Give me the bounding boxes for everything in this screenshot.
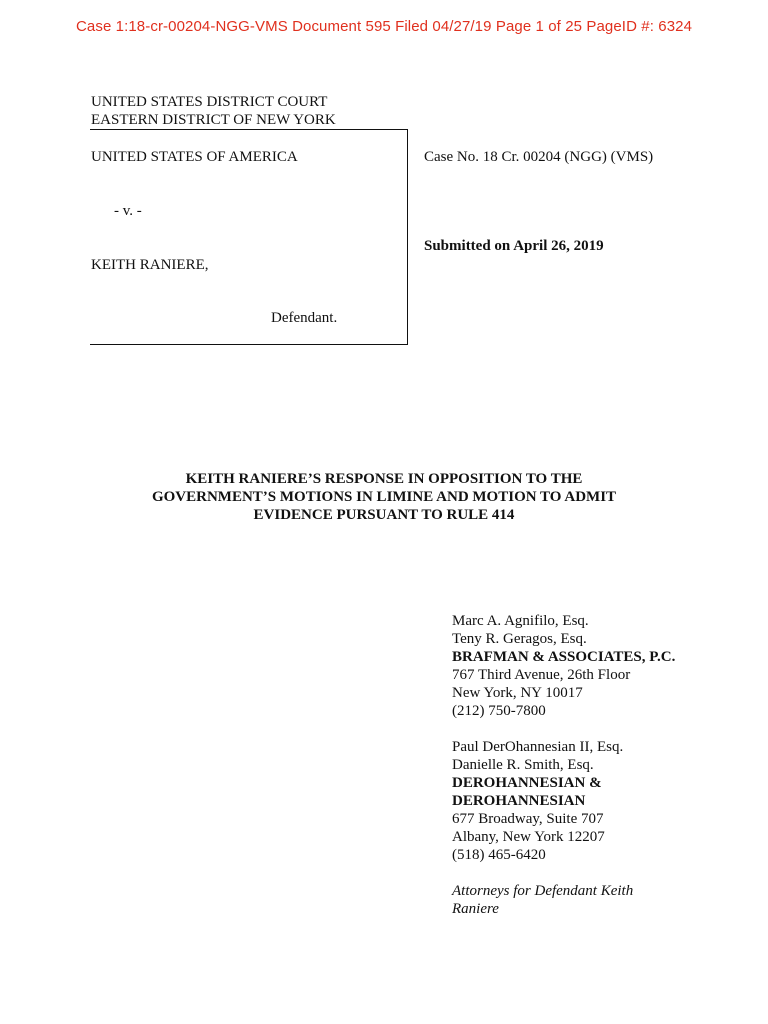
firm1-name: BRAFMAN & ASSOCIATES, P.C. xyxy=(452,649,676,665)
caption-versus: - v. - xyxy=(114,203,142,219)
ecf-header-stamp: Case 1:18-cr-00204-NGG-VMS Document 595 Filed 04/27/19 Page 1 of 25 PageID #: 6324 xyxy=(75,18,693,35)
firm2-address2: Albany, New York 12207 xyxy=(452,829,605,845)
document-title xyxy=(0,470,768,524)
counsel-block xyxy=(452,612,675,918)
firm2-phone: (518) 465-6420 xyxy=(452,847,546,863)
caption-defendant: KEITH RANIERE, xyxy=(91,257,209,273)
court-name-line1: UNITED STATES DISTRICT COURT xyxy=(91,94,328,110)
submitted-date: Submitted on April 26, 2019 xyxy=(424,238,604,254)
firm1-attorney2: Teny R. Geragos, Esq. xyxy=(452,631,587,647)
firm1-attorney1: Marc A. Agnifilo, Esq. xyxy=(452,613,589,629)
counsel-role-line1: Attorneys for Defendant Keith xyxy=(452,883,634,899)
firm2-name-line1: DEROHANNESIAN & xyxy=(452,775,602,791)
firm2-name-line2: DEROHANNESIAN xyxy=(452,793,586,809)
firm2-attorney2: Danielle R. Smith, Esq. xyxy=(452,757,594,773)
court-name-line2: EASTERN DISTRICT OF NEW YORK xyxy=(91,112,336,128)
caption-defendant-role: Defendant. xyxy=(271,310,338,326)
document-title-line3: EVIDENCE PURSUANT TO RULE 414 xyxy=(253,507,515,523)
case-number: Case No. 18 Cr. 00204 (NGG) (VMS) xyxy=(424,149,654,165)
document-title-line1: KEITH RANIERE’S RESPONSE IN OPPOSITION TO THE xyxy=(185,471,583,487)
firm1-address1: 767 Third Avenue, 26th Floor xyxy=(452,667,631,683)
caption-plaintiff: UNITED STATES OF AMERICA xyxy=(91,149,298,165)
counsel-role-line2: Raniere xyxy=(452,901,499,917)
court-name xyxy=(91,93,336,129)
document-title-line2: GOVERNMENT’S MOTIONS IN LIMINE AND MOTION TO ADMIT xyxy=(151,489,617,505)
firm1-address2: New York, NY 10017 xyxy=(452,685,583,701)
firm2-address1: 677 Broadway, Suite 707 xyxy=(452,811,604,827)
firm1-phone: (212) 750-7800 xyxy=(452,703,546,719)
firm2-attorney1: Paul DerOhannesian II, Esq. xyxy=(452,739,624,755)
